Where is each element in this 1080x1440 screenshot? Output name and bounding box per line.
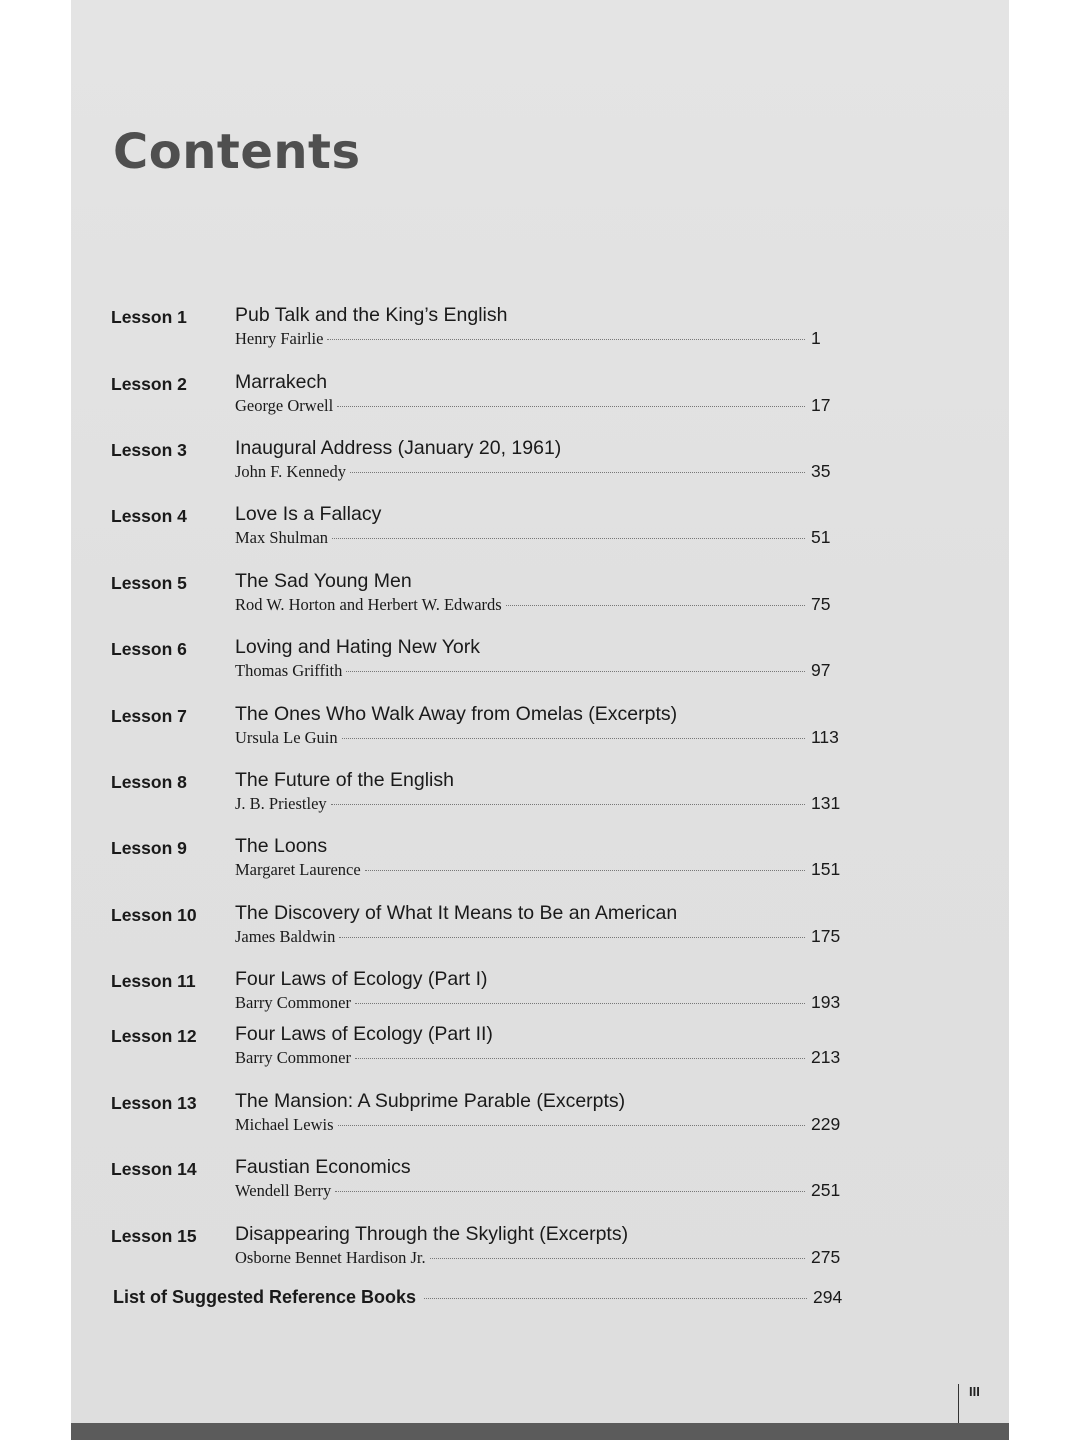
dot-leader [331,804,805,805]
author-name: John F. Kennedy [235,462,346,481]
dot-leader [332,538,805,539]
toc-entry-lesson-7[interactable] [111,702,837,752]
page-number: 213 [811,1047,841,1067]
book-page [71,0,1009,1440]
page-number: 1 [811,328,821,348]
lesson-title: Love Is a Fallacy [235,503,382,525]
author-row [235,926,841,947]
author-row [235,1247,841,1268]
lesson-number: Lesson 13 [111,1093,197,1113]
dot-leader [350,472,805,473]
toc-entry-lesson-2[interactable] [111,370,837,420]
page-number: 97 [811,660,831,680]
lesson-title: The Sad Young Men [235,570,412,592]
author-name: Wendell Berry [235,1181,332,1200]
author-name: J. B. Priestley [235,794,327,813]
author-name: Max Shulman [235,528,329,547]
page-number: 17 [811,395,831,415]
page-number: 275 [811,1247,841,1267]
dot-leader [338,1125,805,1126]
page-number: 151 [811,859,841,879]
page-number: 75 [811,594,831,614]
dot-leader [342,738,805,739]
dot-leader [346,671,805,672]
lesson-number: Lesson 7 [111,706,187,726]
lesson-number: Lesson 3 [111,440,187,460]
lesson-title: Four Laws of Ecology (Part II) [235,1023,493,1045]
toc-entry-lesson-6[interactable] [111,635,837,685]
page-number: 35 [811,461,831,481]
page-folio: III [969,1384,980,1399]
lesson-title: The Mansion: A Subprime Parable (Excerpts) [235,1090,626,1112]
page-number: 175 [811,926,841,946]
author-name: Thomas Griffith [235,661,343,680]
author-name: Rod W. Horton and Herbert W. Edwards [235,595,502,614]
lesson-title: Four Laws of Ecology (Part I) [235,968,488,990]
dot-leader [355,1058,805,1059]
lesson-title: Marrakech [235,371,328,393]
lesson-number: Lesson 5 [111,573,187,593]
dot-leader [337,406,805,407]
author-name: James Baldwin [235,927,336,946]
author-row [235,594,837,615]
author-row [235,1114,841,1135]
author-name: George Orwell [235,396,334,415]
toc-entry-lesson-1[interactable] [111,303,837,353]
author-name: Ursula Le Guin [235,728,338,747]
author-name: Barry Commoner [235,993,351,1012]
lesson-title: The Loons [235,835,328,857]
lesson-title: Loving and Hating New York [235,636,480,658]
author-row [235,660,837,681]
lesson-number: Lesson 10 [111,905,197,925]
page-number: 131 [811,793,841,813]
lesson-number: Lesson 15 [111,1226,197,1246]
lesson-title: Faustian Economics [235,1156,411,1178]
author-row [235,793,841,814]
lesson-title: The Future of the English [235,769,454,791]
page-number: 51 [811,527,831,547]
page-number: 113 [811,727,839,747]
lesson-title: The Discovery of What It Means to Be an American [235,902,678,924]
lesson-title: Pub Talk and the King’s English [235,304,508,326]
lesson-number: Lesson 9 [111,838,187,858]
author-row [235,859,841,880]
page-title: Contents [113,124,361,180]
toc-entry-lesson-8[interactable] [111,768,841,818]
author-name: Barry Commoner [235,1048,351,1067]
lesson-number: Lesson 2 [111,374,187,394]
dot-leader [339,937,805,938]
toc-entry-reference-books[interactable] [113,1287,843,1308]
toc-entry-lesson-14[interactable] [111,1155,841,1205]
lesson-number: Lesson 4 [111,506,187,526]
toc-entry-lesson-15[interactable] [111,1222,841,1272]
toc-entry-lesson-13[interactable] [111,1089,841,1139]
author-row [235,328,837,349]
author-name: Michael Lewis [235,1115,334,1134]
bottom-edge-bar [71,1423,1009,1440]
lesson-number: Lesson 11 [111,971,196,991]
toc-entry-lesson-11[interactable] [111,967,841,1017]
folio-divider [958,1384,959,1424]
lesson-number: Lesson 12 [111,1026,197,1046]
lesson-title: Disappearing Through the Skylight (Excerpts) [235,1223,629,1245]
dot-leader [335,1191,805,1192]
toc-entry-lesson-12[interactable] [111,1022,841,1072]
author-row [235,992,841,1013]
author-name: Margaret Laurence [235,860,361,879]
dot-leader [430,1258,805,1259]
dot-leader [327,339,805,340]
dot-leader [506,605,805,606]
dot-leader [365,870,805,871]
author-row [235,395,837,416]
dot-leader [424,1298,807,1299]
author-name: Henry Fairlie [235,329,324,348]
lesson-number: Lesson 6 [111,639,187,659]
dot-leader [355,1003,805,1004]
toc-entry-lesson-3[interactable] [111,436,837,486]
lesson-title: The Ones Who Walk Away from Omelas (Excerpts) [235,703,678,725]
author-row [235,1180,841,1201]
page-number: 294 [813,1287,843,1307]
toc-entry-lesson-9[interactable] [111,834,841,884]
toc-entry-lesson-4[interactable] [111,502,837,552]
lesson-number: Lesson 1 [111,307,187,327]
author-row [235,461,837,482]
toc-entry-lesson-10[interactable] [111,901,841,951]
page-number: 193 [811,992,841,1012]
page-number: 251 [811,1180,841,1200]
lesson-number: Lesson 8 [111,772,187,792]
reference-books-label: List of Suggested Reference Books [113,1287,417,1307]
page-number: 229 [811,1114,841,1134]
author-row [235,727,837,748]
author-row [235,527,837,548]
author-name: Osborne Bennet Hardison Jr. [235,1248,426,1267]
lesson-title: Inaugural Address (January 20, 1961) [235,437,562,459]
lesson-number: Lesson 14 [111,1159,197,1179]
toc-entry-lesson-5[interactable] [111,569,837,619]
author-row [235,1047,841,1068]
